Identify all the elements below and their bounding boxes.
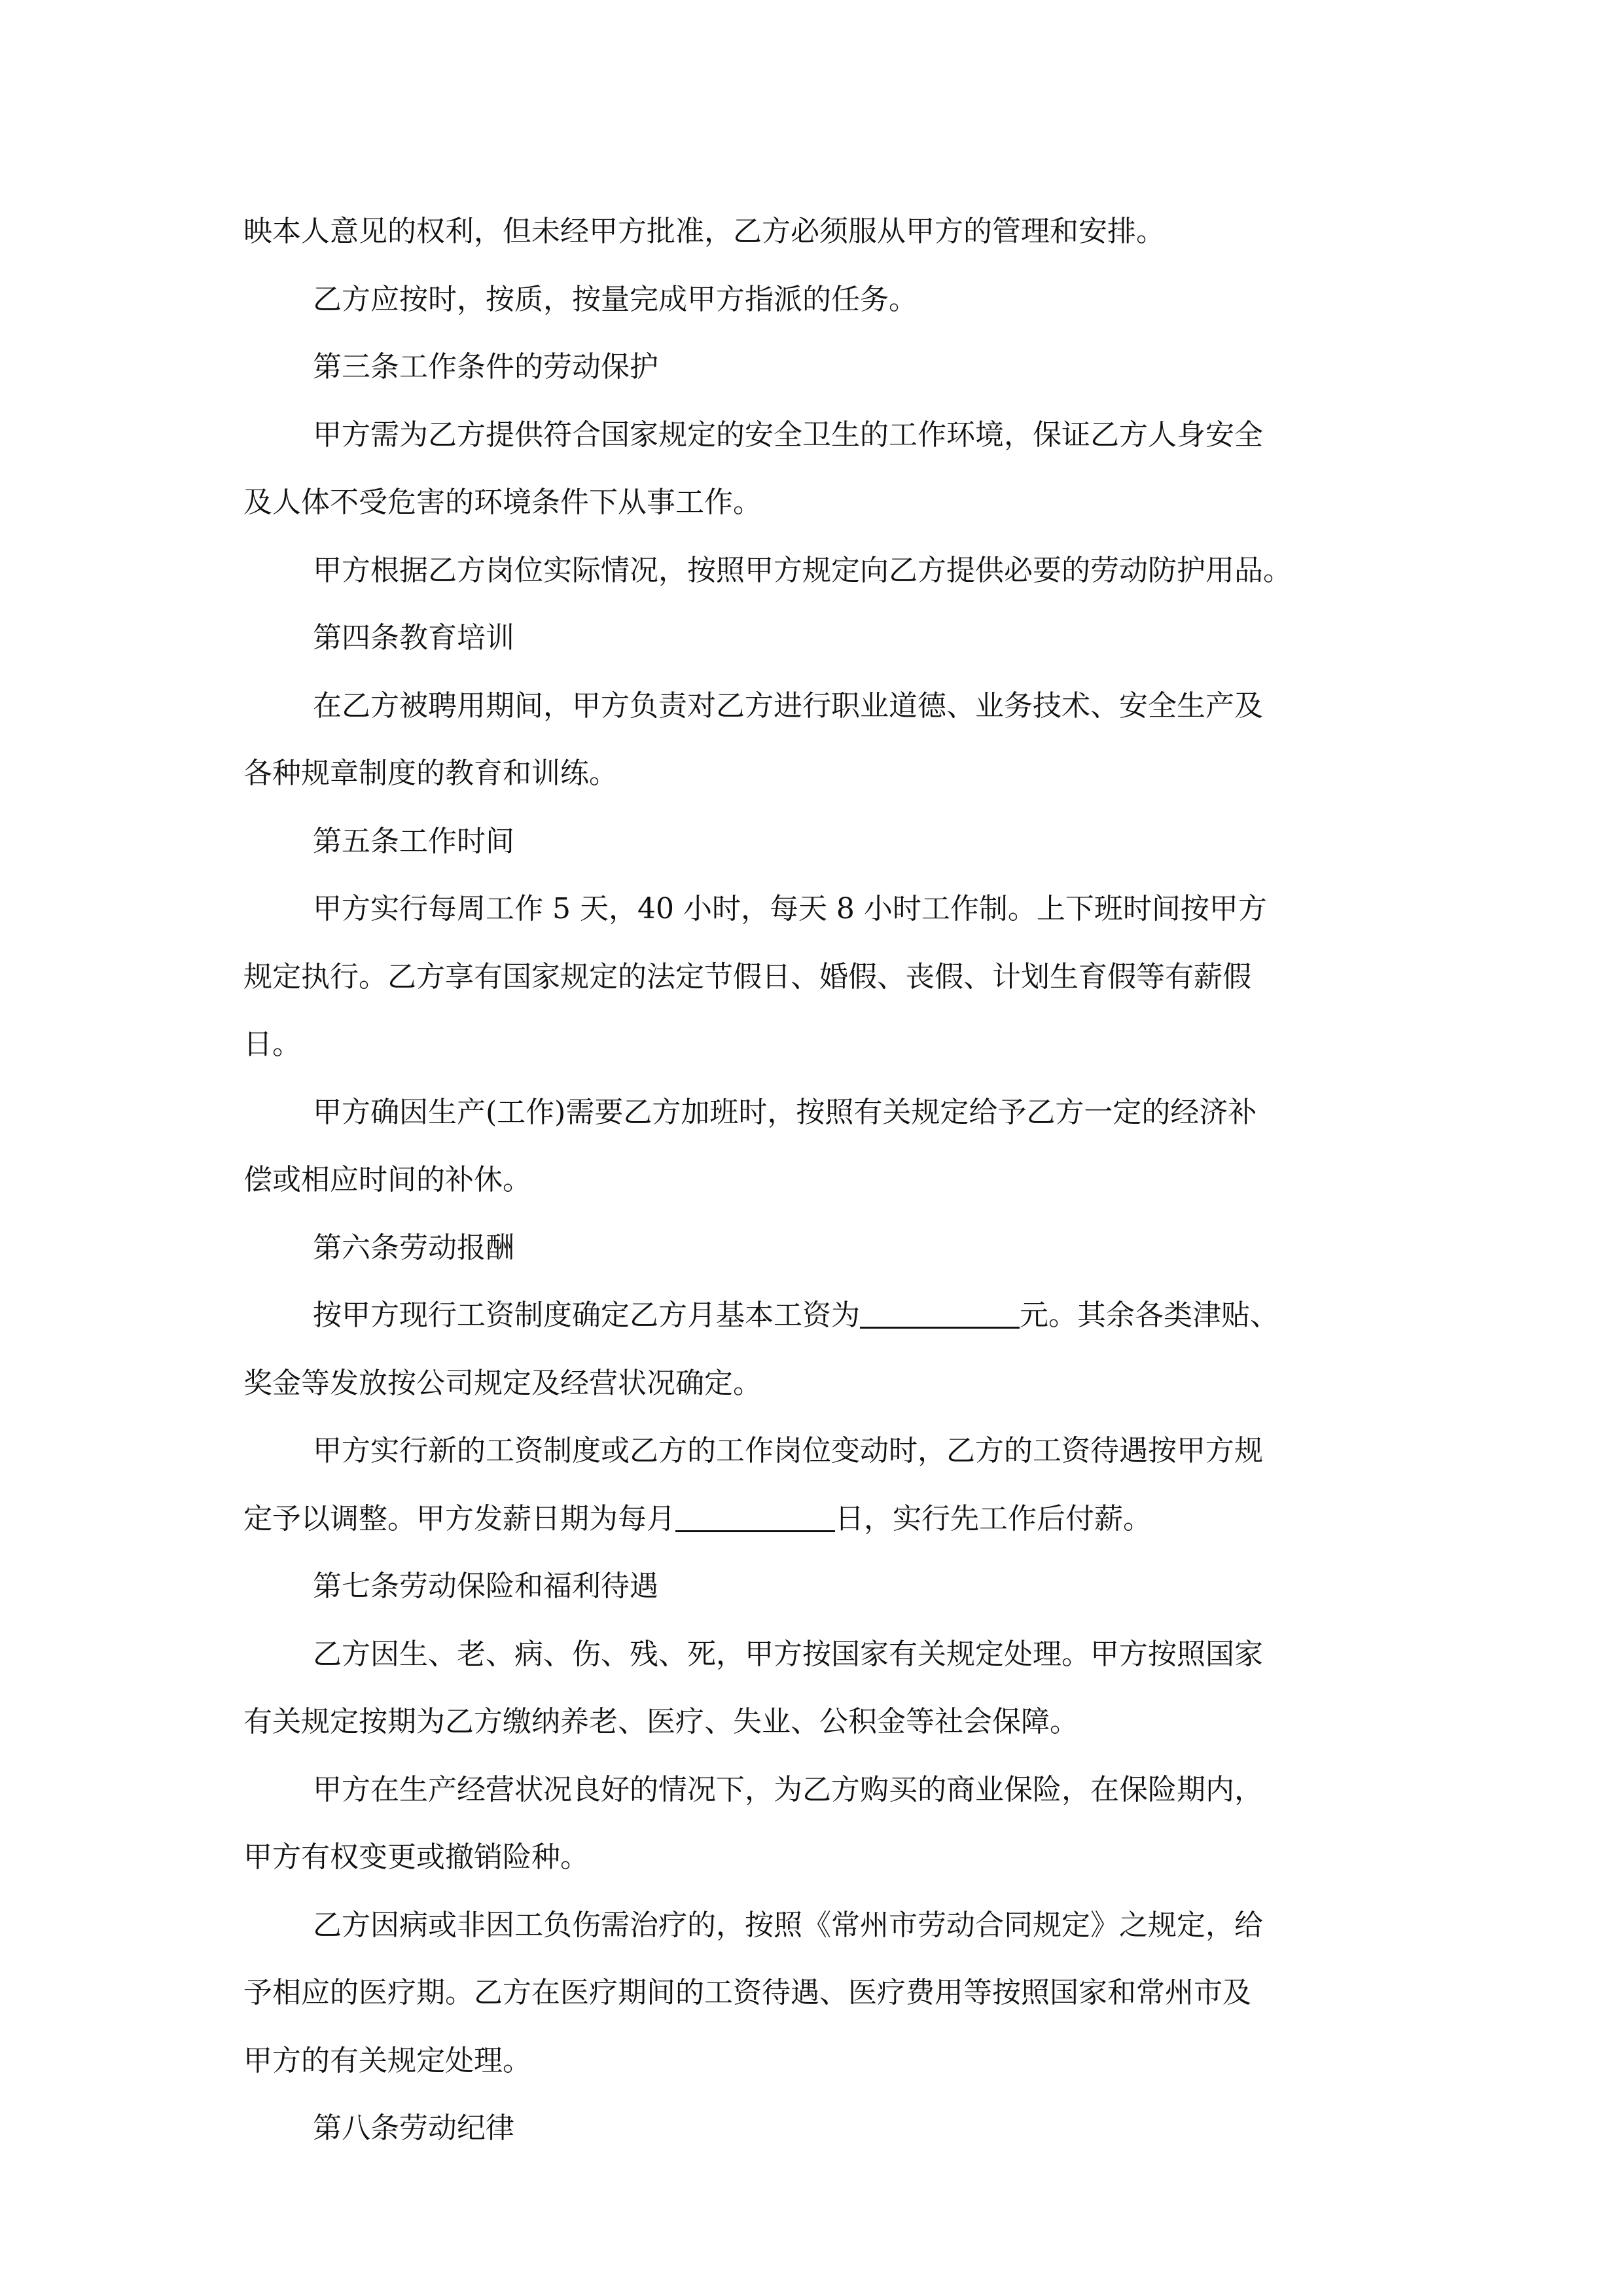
paragraph-line: 予相应的医疗期。乙方在医疗期间的工资待遇、医疗费用等按照国家和常州市及 — [243, 1976, 1251, 2009]
paragraph-line: 甲方实行新的工资制度或乙方的工作岗位变动时，乙方的工资待遇按甲方规 — [313, 1434, 1263, 1467]
section-heading: 第五条工作时间 — [313, 824, 514, 858]
paragraph-line: 甲方根据乙方岗位实际情况，按照甲方规定向乙方提供必要的劳动防护用品。 — [313, 553, 1292, 587]
paragraph-line: 各种规章制度的教育和训练。 — [243, 757, 618, 790]
document-body — [243, 198, 1385, 2162]
paragraph-line: 日。 — [243, 1028, 301, 1061]
paragraph-line: 甲方有权变更或撤销险种。 — [243, 1840, 589, 1874]
payday-text-before: 定予以调整。甲方发薪日期为每月 — [243, 1501, 675, 1535]
section-heading: 第三条工作条件的劳动保护 — [313, 350, 658, 384]
section-heading: 第八条劳动纪律 — [313, 2111, 514, 2145]
paragraph-line: 奖金等发放按公司规定及经营状况确定。 — [243, 1366, 762, 1400]
payday-text-after: 日，实行先工作后付薪。 — [835, 1501, 1152, 1535]
section-heading: 第六条劳动报酬 — [313, 1230, 514, 1265]
section-heading: 第七条劳动保险和福利待遇 — [313, 1570, 658, 1603]
section-heading: 第四条教育培训 — [313, 621, 514, 655]
paragraph-line: 映本人意见的权利，但未经甲方批准，乙方必须服从甲方的管理和安排。 — [243, 215, 1165, 248]
paragraph-line: 有关规定按期为乙方缴纳养老、医疗、失业、公积金等社会保障。 — [243, 1705, 1079, 1738]
paragraph-line: 偿或相应时间的补休。 — [243, 1163, 531, 1196]
paragraph-line: 在乙方被聘用期间，甲方负责对乙方进行职业道德、业务技术、安全生产及 — [313, 689, 1263, 723]
payday-blank-field[interactable] — [675, 1501, 835, 1532]
wage-blank-field[interactable] — [860, 1298, 1020, 1329]
paragraph-line: 乙方因病或非因工负伤需治疗的，按照《常州市劳动合同规定》之规定，给 — [313, 1908, 1263, 1942]
paragraph-line: 乙方应按时，按质，按量完成甲方指派的任务。 — [313, 282, 918, 316]
wage-text-after: 元。其余各类津贴、 — [1020, 1299, 1279, 1332]
paragraph-line: 甲方在生产经营状况良好的情况下，为乙方购买的商业保险，在保险期内， — [313, 1772, 1263, 1806]
wage-line — [243, 1282, 1385, 1350]
payday-line — [243, 1485, 1385, 1553]
paragraph-line: 乙方因生、老、病、伤、残、死，甲方按国家有关规定处理。甲方按照国家 — [313, 1637, 1263, 1671]
paragraph-line: 甲方需为乙方提供符合国家规定的安全卫生的工作环境，保证乙方人身安全 — [313, 418, 1263, 452]
paragraph-line: 及人体不受危害的环境条件下从事工作。 — [243, 486, 762, 519]
paragraph-line: 甲方确因生产(工作)需要乙方加班时，按照有关规定给予乙方一定的经济补 — [313, 1095, 1257, 1129]
paragraph-line: 甲方的有关规定处理。 — [243, 2043, 531, 2077]
wage-text-before: 按甲方现行工资制度确定乙方月基本工资为 — [313, 1299, 860, 1332]
paragraph-line: 规定执行。乙方享有国家规定的法定节假日、婚假、丧假、计划生育假等有薪假 — [243, 960, 1251, 994]
paragraph-line: 甲方实行每周工作 5 天，40 小时，每天 8 小时工作制。上下班时间按甲方 — [313, 892, 1267, 925]
